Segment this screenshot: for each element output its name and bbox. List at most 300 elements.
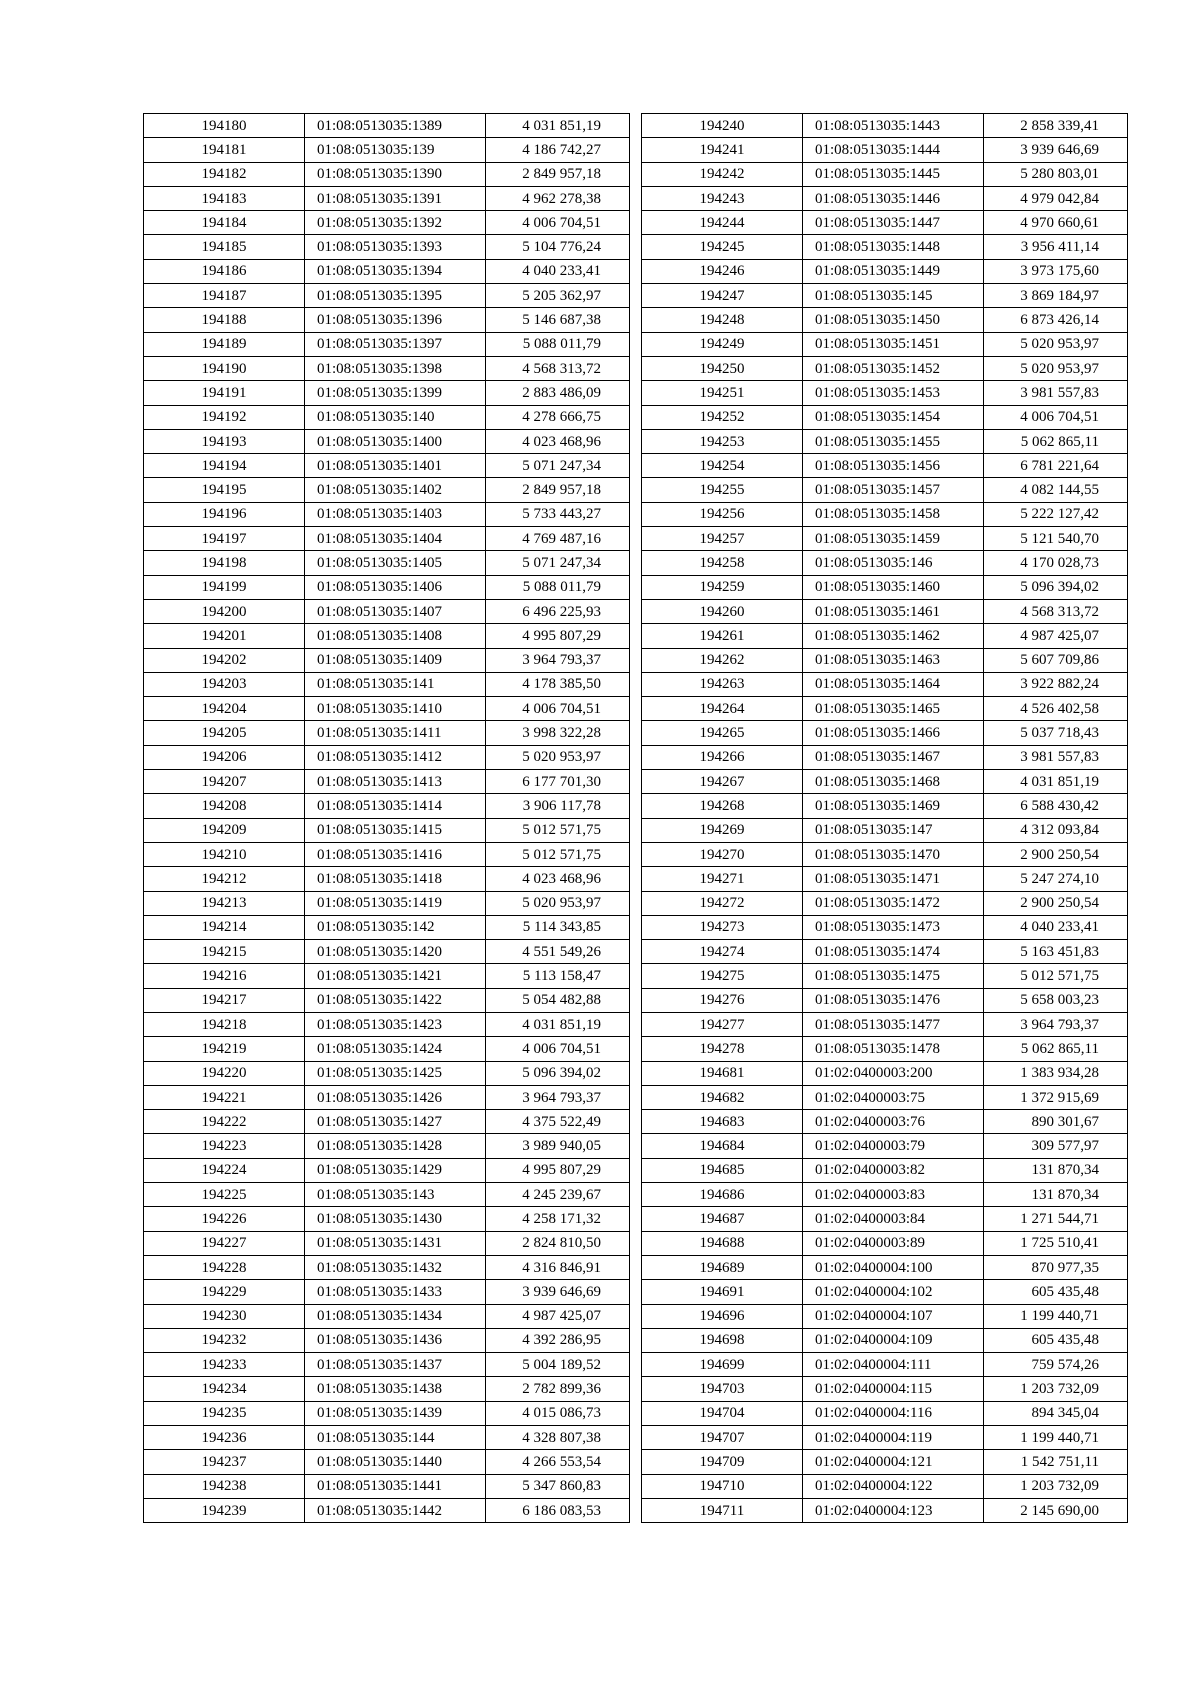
cadastral-number-cell: 01:08:0513035:1473: [803, 915, 984, 939]
cadastral-number-cell: 01:08:0513035:1428: [305, 1134, 486, 1158]
cadastral-number-cell: 01:08:0513035:1398: [305, 356, 486, 380]
cadastral-number-cell: 01:08:0513035:1405: [305, 551, 486, 575]
table-row: [144, 211, 630, 235]
row-number-cell: 194267: [642, 770, 803, 794]
table-row: [144, 1353, 630, 1377]
value-cell: 4 392 286,95: [486, 1328, 630, 1352]
value-cell: 4 526 402,58: [984, 697, 1128, 721]
cadastral-number-cell: 01:08:0513035:1412: [305, 745, 486, 769]
table-row: [144, 186, 630, 210]
value-cell: 4 006 704,51: [984, 405, 1128, 429]
row-number-cell: 194186: [144, 259, 305, 283]
row-number-cell: 194242: [642, 162, 803, 186]
value-cell: 131 870,34: [984, 1183, 1128, 1207]
cadastral-number-cell: 01:02:0400003:79: [803, 1134, 984, 1158]
value-cell: 5 658 003,23: [984, 988, 1128, 1012]
row-number-cell: 194232: [144, 1328, 305, 1352]
cadastral-number-cell: 01:08:0513035:1427: [305, 1110, 486, 1134]
cadastral-number-cell: 01:02:0400004:116: [803, 1401, 984, 1425]
value-cell: 4 962 278,38: [486, 186, 630, 210]
cadastral-number-cell: 01:02:0400004:109: [803, 1328, 984, 1352]
table-row: [144, 454, 630, 478]
table-row: [642, 818, 1128, 842]
row-number-cell: 194183: [144, 186, 305, 210]
cadastral-number-cell: 01:08:0513035:1431: [305, 1231, 486, 1255]
value-cell: 5 071 247,34: [486, 454, 630, 478]
row-number-cell: 194268: [642, 794, 803, 818]
row-number-cell: 194201: [144, 624, 305, 648]
row-number-cell: 194197: [144, 527, 305, 551]
cadastral-number-cell: 01:08:0513035:1450: [803, 308, 984, 332]
row-number-cell: 194255: [642, 478, 803, 502]
row-number-cell: 194227: [144, 1231, 305, 1255]
cadastral-number-cell: 01:08:0513035:1457: [803, 478, 984, 502]
table-row: [642, 648, 1128, 672]
table-row: [642, 162, 1128, 186]
value-cell: 3 964 793,37: [486, 1085, 630, 1109]
table-row: [642, 429, 1128, 453]
value-cell: 3 922 882,24: [984, 672, 1128, 696]
cadastral-number-cell: 01:08:0513035:1422: [305, 988, 486, 1012]
table-row: [144, 575, 630, 599]
table-row: [144, 988, 630, 1012]
row-number-cell: 194237: [144, 1450, 305, 1474]
value-cell: 5 004 189,52: [486, 1353, 630, 1377]
table-row: [642, 575, 1128, 599]
value-cell: 2 883 486,09: [486, 381, 630, 405]
value-cell: 4 970 660,61: [984, 211, 1128, 235]
table-row: [642, 867, 1128, 891]
value-cell: 5 222 127,42: [984, 502, 1128, 526]
value-cell: 2 858 339,41: [984, 114, 1128, 138]
cadastral-number-cell: 01:08:0513035:1416: [305, 842, 486, 866]
table-row: [144, 697, 630, 721]
value-cell: 4 178 385,50: [486, 672, 630, 696]
value-cell: 5 096 394,02: [984, 575, 1128, 599]
cadastral-number-cell: 01:02:0400003:89: [803, 1231, 984, 1255]
cadastral-number-cell: 01:08:0513035:1394: [305, 259, 486, 283]
cadastral-number-cell: 01:08:0513035:1453: [803, 381, 984, 405]
value-cell: 759 574,26: [984, 1353, 1128, 1377]
cadastral-number-cell: 01:08:0513035:1393: [305, 235, 486, 259]
value-cell: 3 989 940,05: [486, 1134, 630, 1158]
row-number-cell: 194262: [642, 648, 803, 672]
table-row: [642, 332, 1128, 356]
cadastral-number-cell: 01:08:0513035:1397: [305, 332, 486, 356]
value-cell: 3 964 793,37: [486, 648, 630, 672]
value-cell: 4 015 086,73: [486, 1401, 630, 1425]
table-row: [642, 1498, 1128, 1522]
table-row: [144, 599, 630, 623]
cadastral-number-cell: 01:02:0400004:102: [803, 1280, 984, 1304]
cadastral-number-cell: 01:08:0513035:146: [803, 551, 984, 575]
row-number-cell: 194696: [642, 1304, 803, 1328]
row-number-cell: 194239: [144, 1498, 305, 1522]
value-cell: 5 020 953,97: [984, 356, 1128, 380]
table-row: [642, 1110, 1128, 1134]
table-row: [144, 867, 630, 891]
table-row: [144, 672, 630, 696]
table-row: [642, 1280, 1128, 1304]
table-row: [144, 356, 630, 380]
cadastral-number-cell: 01:08:0513035:1471: [803, 867, 984, 891]
row-number-cell: 194185: [144, 235, 305, 259]
row-number-cell: 194247: [642, 284, 803, 308]
table-row: [144, 648, 630, 672]
value-cell: 894 345,04: [984, 1401, 1128, 1425]
cadastral-number-cell: 01:02:0400004:100: [803, 1255, 984, 1279]
row-number-cell: 194256: [642, 502, 803, 526]
cadastral-number-cell: 01:08:0513035:1389: [305, 114, 486, 138]
table-row: [642, 842, 1128, 866]
table-row: [144, 1134, 630, 1158]
cadastral-number-cell: 01:08:0513035:1401: [305, 454, 486, 478]
row-number-cell: 194704: [642, 1401, 803, 1425]
row-number-cell: 194214: [144, 915, 305, 939]
row-number-cell: 194261: [642, 624, 803, 648]
value-cell: 1 725 510,41: [984, 1231, 1128, 1255]
cadastral-number-cell: 01:08:0513035:1467: [803, 745, 984, 769]
table-row: [144, 1328, 630, 1352]
row-number-cell: 194219: [144, 1037, 305, 1061]
table-row: [144, 527, 630, 551]
cadastral-number-cell: 01:08:0513035:1399: [305, 381, 486, 405]
value-cell: 4 328 807,38: [486, 1426, 630, 1450]
table-row: [144, 1280, 630, 1304]
row-number-cell: 194258: [642, 551, 803, 575]
table-row: [144, 940, 630, 964]
cadastral-number-cell: 01:08:0513035:1419: [305, 891, 486, 915]
cadastral-number-cell: 01:08:0513035:1414: [305, 794, 486, 818]
cadastral-number-cell: 01:08:0513035:1475: [803, 964, 984, 988]
value-cell: 4 258 171,32: [486, 1207, 630, 1231]
row-number-cell: 194217: [144, 988, 305, 1012]
row-number-cell: 194711: [642, 1498, 803, 1522]
cadastral-number-cell: 01:08:0513035:1411: [305, 721, 486, 745]
value-cell: 1 372 915,69: [984, 1085, 1128, 1109]
value-cell: 4 245 239,67: [486, 1183, 630, 1207]
value-cell: 1 203 732,09: [984, 1377, 1128, 1401]
value-cell: 605 435,48: [984, 1328, 1128, 1352]
value-cell: 2 145 690,00: [984, 1498, 1128, 1522]
cadastral-number-cell: 01:08:0513035:1423: [305, 1012, 486, 1036]
row-number-cell: 194246: [642, 259, 803, 283]
table-row: [144, 1377, 630, 1401]
table-row: [144, 1037, 630, 1061]
value-cell: 4 316 846,91: [486, 1255, 630, 1279]
cadastral-number-cell: 01:08:0513035:1449: [803, 259, 984, 283]
table-row: [144, 1231, 630, 1255]
value-cell: 1 199 440,71: [984, 1426, 1128, 1450]
row-number-cell: 194264: [642, 697, 803, 721]
table-row: [144, 308, 630, 332]
table-row: [144, 1401, 630, 1425]
value-cell: 4 023 468,96: [486, 429, 630, 453]
cadastral-number-cell: 01:08:0513035:1415: [305, 818, 486, 842]
cadastral-number-cell: 01:08:0513035:1466: [803, 721, 984, 745]
value-cell: 4 568 313,72: [486, 356, 630, 380]
cadastral-number-cell: 01:08:0513035:1424: [305, 1037, 486, 1061]
row-number-cell: 194241: [642, 138, 803, 162]
table-row: [144, 405, 630, 429]
row-number-cell: 194203: [144, 672, 305, 696]
row-number-cell: 194190: [144, 356, 305, 380]
row-number-cell: 194204: [144, 697, 305, 721]
row-number-cell: 194266: [642, 745, 803, 769]
cadastral-number-cell: 01:08:0513035:145: [803, 284, 984, 308]
value-cell: 3 964 793,37: [984, 1012, 1128, 1036]
value-cell: 5 037 718,43: [984, 721, 1128, 745]
right-table: [641, 113, 1128, 1523]
value-cell: 2 900 250,54: [984, 842, 1128, 866]
row-number-cell: 194208: [144, 794, 305, 818]
value-cell: 5 012 571,75: [486, 818, 630, 842]
row-number-cell: 194180: [144, 114, 305, 138]
value-cell: 4 769 487,16: [486, 527, 630, 551]
value-cell: 5 205 362,97: [486, 284, 630, 308]
cadastral-number-cell: 01:08:0513035:1439: [305, 1401, 486, 1425]
row-number-cell: 194184: [144, 211, 305, 235]
cadastral-number-cell: 01:08:0513035:1468: [803, 770, 984, 794]
row-number-cell: 194272: [642, 891, 803, 915]
left-table-body: [144, 114, 630, 1523]
table-row: [144, 114, 630, 138]
row-number-cell: 194218: [144, 1012, 305, 1036]
table-row: [144, 138, 630, 162]
table-row: [144, 915, 630, 939]
table-row: [144, 1085, 630, 1109]
cadastral-number-cell: 01:02:0400004:122: [803, 1474, 984, 1498]
table-row: [642, 308, 1128, 332]
row-number-cell: 194224: [144, 1158, 305, 1182]
cadastral-number-cell: 01:08:0513035:1433: [305, 1280, 486, 1304]
value-cell: 5 247 274,10: [984, 867, 1128, 891]
table-row: [144, 1012, 630, 1036]
table-row: [642, 235, 1128, 259]
value-cell: 5 054 482,88: [486, 988, 630, 1012]
value-cell: 1 199 440,71: [984, 1304, 1128, 1328]
cadastral-number-cell: 01:08:0513035:1438: [305, 1377, 486, 1401]
table-row: [642, 1085, 1128, 1109]
row-number-cell: 194684: [642, 1134, 803, 1158]
value-cell: 4 987 425,07: [984, 624, 1128, 648]
cadastral-number-cell: 01:08:0513035:1404: [305, 527, 486, 551]
row-number-cell: 194202: [144, 648, 305, 672]
table-row: [144, 1207, 630, 1231]
table-row: [642, 1061, 1128, 1085]
cadastral-number-cell: 01:08:0513035:1463: [803, 648, 984, 672]
cadastral-number-cell: 01:08:0513035:1420: [305, 940, 486, 964]
value-cell: 131 870,34: [984, 1158, 1128, 1182]
cadastral-number-cell: 01:08:0513035:1454: [803, 405, 984, 429]
table-row: [642, 114, 1128, 138]
value-cell: 4 278 666,75: [486, 405, 630, 429]
row-number-cell: 194234: [144, 1377, 305, 1401]
value-cell: 3 939 646,69: [486, 1280, 630, 1304]
row-number-cell: 194249: [642, 332, 803, 356]
value-cell: 6 873 426,14: [984, 308, 1128, 332]
cadastral-number-cell: 01:08:0513035:1447: [803, 211, 984, 235]
value-cell: 5 012 571,75: [486, 842, 630, 866]
row-number-cell: 194709: [642, 1450, 803, 1474]
cadastral-number-cell: 01:08:0513035:1410: [305, 697, 486, 721]
value-cell: 3 869 184,97: [984, 284, 1128, 308]
row-number-cell: 194243: [642, 186, 803, 210]
cadastral-number-cell: 01:08:0513035:1425: [305, 1061, 486, 1085]
cadastral-number-cell: 01:08:0513035:1426: [305, 1085, 486, 1109]
cadastral-number-cell: 01:08:0513035:1465: [803, 697, 984, 721]
table-row: [642, 551, 1128, 575]
table-row: [642, 1183, 1128, 1207]
cadastral-number-cell: 01:08:0513035:1442: [305, 1498, 486, 1522]
table-row: [642, 891, 1128, 915]
value-cell: 5 062 865,11: [984, 429, 1128, 453]
row-number-cell: 194191: [144, 381, 305, 405]
value-cell: 4 186 742,27: [486, 138, 630, 162]
value-cell: 4 006 704,51: [486, 211, 630, 235]
value-cell: 3 973 175,60: [984, 259, 1128, 283]
value-cell: 2 900 250,54: [984, 891, 1128, 915]
table-row: [144, 1255, 630, 1279]
cadastral-number-cell: 01:08:0513035:1440: [305, 1450, 486, 1474]
value-cell: 3 981 557,83: [984, 745, 1128, 769]
cadastral-number-cell: 01:08:0513035:1456: [803, 454, 984, 478]
value-cell: 5 012 571,75: [984, 964, 1128, 988]
table-row: [144, 891, 630, 915]
cadastral-number-cell: 01:08:0513035:1441: [305, 1474, 486, 1498]
table-row: [642, 1450, 1128, 1474]
table-row: [642, 1037, 1128, 1061]
table-row: [144, 1158, 630, 1182]
cadastral-number-cell: 01:08:0513035:1436: [305, 1328, 486, 1352]
table-row: [642, 405, 1128, 429]
value-cell: 4 568 313,72: [984, 599, 1128, 623]
table-row: [642, 964, 1128, 988]
value-cell: 5 280 803,01: [984, 162, 1128, 186]
table-row: [642, 1328, 1128, 1352]
table-row: [144, 259, 630, 283]
table-row: [144, 551, 630, 575]
value-cell: 1 271 544,71: [984, 1207, 1128, 1231]
value-cell: 4 006 704,51: [486, 1037, 630, 1061]
row-number-cell: 194250: [642, 356, 803, 380]
row-number-cell: 194682: [642, 1085, 803, 1109]
row-number-cell: 194278: [642, 1037, 803, 1061]
cadastral-number-cell: 01:08:0513035:1459: [803, 527, 984, 551]
row-number-cell: 194193: [144, 429, 305, 453]
value-cell: 5 096 394,02: [486, 1061, 630, 1085]
cadastral-number-cell: 01:08:0513035:1443: [803, 114, 984, 138]
value-cell: 1 203 732,09: [984, 1474, 1128, 1498]
value-cell: 3 981 557,83: [984, 381, 1128, 405]
value-cell: 4 040 233,41: [984, 915, 1128, 939]
row-number-cell: 194265: [642, 721, 803, 745]
cadastral-number-cell: 01:08:0513035:1437: [305, 1353, 486, 1377]
cadastral-number-cell: 01:08:0513035:141: [305, 672, 486, 696]
row-number-cell: 194220: [144, 1061, 305, 1085]
table-row: [642, 527, 1128, 551]
row-number-cell: 194198: [144, 551, 305, 575]
left-table: [143, 113, 630, 1523]
row-number-cell: 194277: [642, 1012, 803, 1036]
cadastral-number-cell: 01:08:0513035:1400: [305, 429, 486, 453]
row-number-cell: 194230: [144, 1304, 305, 1328]
table-row: [642, 1353, 1128, 1377]
cadastral-number-cell: 01:08:0513035:1474: [803, 940, 984, 964]
row-number-cell: 194225: [144, 1183, 305, 1207]
value-cell: 2 849 957,18: [486, 162, 630, 186]
cadastral-number-cell: 01:08:0513035:1469: [803, 794, 984, 818]
table-row: [642, 770, 1128, 794]
cadastral-number-cell: 01:08:0513035:142: [305, 915, 486, 939]
value-cell: 5 733 443,27: [486, 502, 630, 526]
cadastral-number-cell: 01:08:0513035:1396: [305, 308, 486, 332]
cadastral-number-cell: 01:08:0513035:1477: [803, 1012, 984, 1036]
cadastral-number-cell: 01:08:0513035:1403: [305, 502, 486, 526]
value-cell: 2 782 899,36: [486, 1377, 630, 1401]
right-table-body: [642, 114, 1128, 1523]
row-number-cell: 194233: [144, 1353, 305, 1377]
row-number-cell: 194253: [642, 429, 803, 453]
value-cell: 3 906 117,78: [486, 794, 630, 818]
row-number-cell: 194187: [144, 284, 305, 308]
row-number-cell: 194685: [642, 1158, 803, 1182]
value-cell: 5 104 776,24: [486, 235, 630, 259]
row-number-cell: 194248: [642, 308, 803, 332]
value-cell: 4 312 093,84: [984, 818, 1128, 842]
cadastral-number-cell: 01:02:0400003:76: [803, 1110, 984, 1134]
cadastral-number-cell: 01:02:0400004:107: [803, 1304, 984, 1328]
table-row: [642, 1255, 1128, 1279]
value-cell: 6 186 083,53: [486, 1498, 630, 1522]
row-number-cell: 194259: [642, 575, 803, 599]
row-number-cell: 194683: [642, 1110, 803, 1134]
table-row: [144, 1110, 630, 1134]
value-cell: 4 031 851,19: [486, 114, 630, 138]
table-row: [642, 454, 1128, 478]
row-number-cell: 194189: [144, 332, 305, 356]
value-cell: 5 062 865,11: [984, 1037, 1128, 1061]
row-number-cell: 194276: [642, 988, 803, 1012]
row-number-cell: 194181: [144, 138, 305, 162]
row-number-cell: 194271: [642, 867, 803, 891]
row-number-cell: 194228: [144, 1255, 305, 1279]
value-cell: 6 588 430,42: [984, 794, 1128, 818]
value-cell: 4 551 549,26: [486, 940, 630, 964]
cadastral-number-cell: 01:02:0400003:200: [803, 1061, 984, 1085]
table-row: [642, 988, 1128, 1012]
row-number-cell: 194240: [642, 114, 803, 138]
row-number-cell: 194703: [642, 1377, 803, 1401]
row-number-cell: 194235: [144, 1401, 305, 1425]
row-number-cell: 194229: [144, 1280, 305, 1304]
table-row: [144, 381, 630, 405]
value-cell: 309 577,97: [984, 1134, 1128, 1158]
cadastral-number-cell: 01:08:0513035:1407: [305, 599, 486, 623]
row-number-cell: 194681: [642, 1061, 803, 1085]
row-number-cell: 194194: [144, 454, 305, 478]
row-number-cell: 194215: [144, 940, 305, 964]
row-number-cell: 194257: [642, 527, 803, 551]
cadastral-number-cell: 01:02:0400004:119: [803, 1426, 984, 1450]
table-row: [642, 1304, 1128, 1328]
value-cell: 4 031 851,19: [984, 770, 1128, 794]
cadastral-number-cell: 01:08:0513035:1462: [803, 624, 984, 648]
value-cell: 4 006 704,51: [486, 697, 630, 721]
value-cell: 5 121 540,70: [984, 527, 1128, 551]
row-number-cell: 194210: [144, 842, 305, 866]
table-row: [144, 1498, 630, 1522]
